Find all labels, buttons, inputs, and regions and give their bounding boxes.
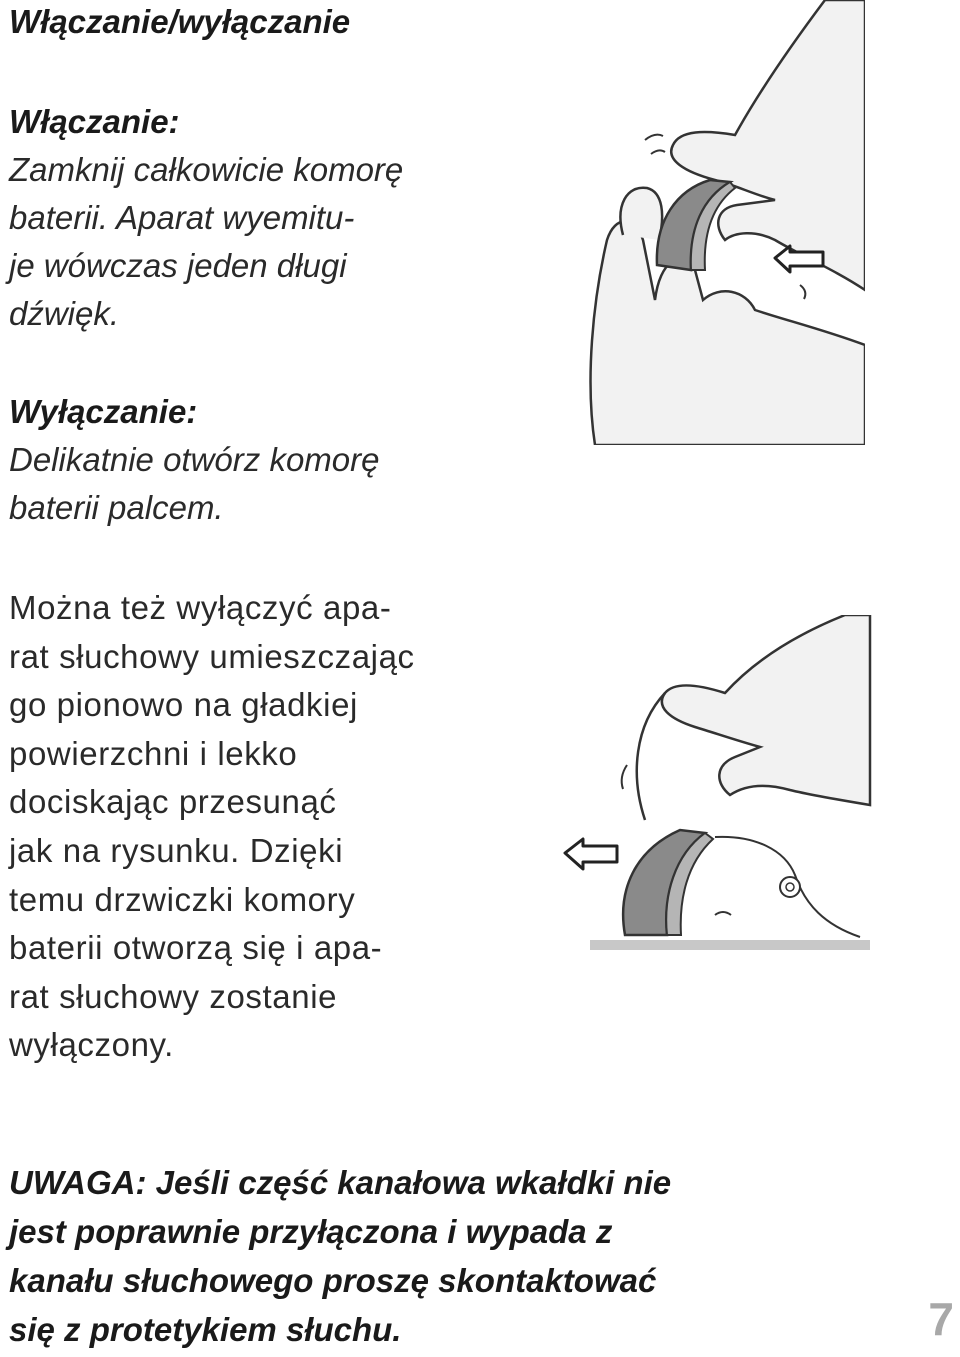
- paragraph-line: jak na rysunku. Dzięki: [9, 831, 344, 869]
- paragraph-line: rat słuchowy umieszczając: [9, 637, 415, 675]
- paragraph-line: temu drzwiczki komory: [9, 880, 356, 918]
- switch-on-line: je wówczas jeden długi: [9, 247, 347, 284]
- hand-opening-battery-door-illustration: [585, 0, 865, 445]
- switch-on-line: dźwięk.: [9, 295, 120, 332]
- note-line: jest poprawnie przyłączona i wypada z: [9, 1213, 613, 1250]
- note-line: UWAGA: Jeśli część kanałowa wkałdki nie: [9, 1164, 672, 1201]
- paragraph-line: powierzchni i lekko: [9, 734, 298, 772]
- note-line: się z protetykiem słuchu.: [9, 1311, 402, 1348]
- paragraph-line: Można też wyłączyć apa-: [9, 589, 392, 626]
- paragraph-line: dociskając przesunąć: [9, 783, 337, 821]
- switch-on-line: Zamknij całkowicie komorę: [9, 151, 404, 188]
- switch-on-heading: Włączanie:: [9, 103, 180, 140]
- warning-note: [9, 1158, 889, 1354]
- page-number: 7: [928, 1293, 954, 1345]
- switch-off-heading: Wyłączanie:: [9, 393, 198, 430]
- paragraph-line: baterii otworzą się i apa-: [9, 929, 383, 967]
- switch-on-line: baterii. Aparat wyemitu-: [9, 199, 355, 236]
- paragraph-line: rat słuchowy zostanie: [9, 977, 338, 1015]
- note-line: kanału słuchowego proszę skontaktować: [9, 1262, 657, 1299]
- switch-off-line: baterii palcem.: [9, 489, 224, 526]
- device-on-surface-illustration: [555, 615, 875, 955]
- alternative-method-paragraph: [9, 584, 569, 1070]
- switch-on-section: [9, 98, 569, 338]
- paragraph-line: wyłączony.: [9, 1026, 174, 1064]
- switch-off-section: [9, 388, 569, 532]
- page-title: Włączanie/wyłączanie: [9, 3, 351, 40]
- paragraph-line: go pionowo na gładkiej: [9, 686, 358, 724]
- switch-off-line: Delikatnie otwórz komorę: [9, 441, 380, 478]
